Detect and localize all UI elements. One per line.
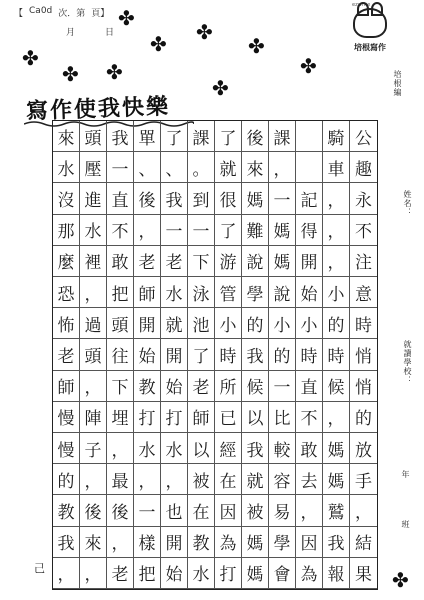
logo-name: 培根寫作: [354, 43, 386, 52]
header-month: 月: [66, 28, 76, 38]
grid-cell: 樣: [134, 527, 161, 558]
grid-cell: 壓: [80, 152, 107, 183]
grid-cell: 在: [215, 464, 242, 495]
grid-cell: 敢: [107, 246, 134, 277]
grid-cell: ，: [80, 277, 107, 308]
grid-cell: 水: [188, 558, 215, 589]
school-label: 就讀學校：: [403, 340, 412, 385]
grid-cell: 往: [107, 339, 134, 370]
grid-cell: 就: [161, 308, 188, 339]
grid-cell: 時: [215, 339, 242, 370]
page-title: 寫作使我快樂: [25, 93, 171, 125]
grid-cell: 媽: [242, 558, 269, 589]
essay-grid: [52, 120, 378, 590]
grid-cell: 以: [242, 402, 269, 433]
grid-cell: 一: [107, 152, 134, 183]
header-prefix: 【: [14, 9, 24, 19]
grid-cell: ，: [53, 558, 80, 589]
grid-cell: 來: [53, 121, 80, 152]
grid-cell: 敢: [296, 433, 323, 464]
grid-cell: 時: [296, 339, 323, 370]
grid-cell: 小: [323, 277, 350, 308]
class-label: 班: [401, 520, 410, 529]
grid-cell: 怖: [53, 308, 80, 339]
grid-cell: 游: [215, 246, 242, 277]
grid-cell: 經: [215, 433, 242, 464]
grid-cell: 開: [296, 246, 323, 277]
grid-cell: 頭: [107, 308, 134, 339]
grid-cell: 最: [107, 464, 134, 495]
grid-cell: 師: [53, 371, 80, 402]
grid-cell: 記: [296, 183, 323, 214]
grid-cell: 打: [161, 402, 188, 433]
grid-cell: 為: [296, 558, 323, 589]
flower-icon: ✤: [196, 20, 213, 44]
grid-cell: 了: [215, 215, 242, 246]
grid-cell: 恐: [53, 277, 80, 308]
grid-cell: 永: [350, 183, 377, 214]
grid-cell: 媽: [269, 215, 296, 246]
grid-cell: 老: [188, 371, 215, 402]
grid-cell: ，: [323, 215, 350, 246]
grid-cell: 被: [242, 495, 269, 526]
grid-cell: 泳: [188, 277, 215, 308]
grid-cell: 一: [269, 371, 296, 402]
grid-cell: 老: [161, 246, 188, 277]
worksheet-header: [14, 6, 114, 38]
grid-cell: ，: [80, 371, 107, 402]
grid-cell: 我: [53, 527, 80, 558]
grid-cell: 難: [242, 215, 269, 246]
grid-cell: 也: [161, 495, 188, 526]
grid-cell: 媽: [242, 183, 269, 214]
grid-cell: [296, 121, 323, 152]
grid-cell: 始: [134, 339, 161, 370]
header-code: Ca0d: [29, 6, 53, 16]
grid-cell: ，: [107, 527, 134, 558]
grid-cell: 麼: [53, 246, 80, 277]
flower-icon: ✤: [212, 76, 229, 100]
grid-cell: 學: [269, 527, 296, 558]
grid-cell: 小: [215, 308, 242, 339]
grid-cell: 裡: [80, 246, 107, 277]
grid-cell: 不: [350, 215, 377, 246]
grid-cell: 慢: [53, 433, 80, 464]
grid-cell: 師: [134, 277, 161, 308]
grid-cell: 過: [80, 308, 107, 339]
logo-small-text: ezwrite: [352, 2, 371, 8]
grid-cell: 的: [323, 308, 350, 339]
grid-cell: 媽: [242, 527, 269, 558]
grid-cell: ，: [269, 152, 296, 183]
grid-cell: 悄: [350, 339, 377, 370]
grid-cell: 很: [215, 183, 242, 214]
margin-note: 己: [34, 562, 45, 575]
grid-cell: 的: [350, 402, 377, 433]
flower-icon: ✤: [300, 54, 317, 78]
grid-cell: ，: [134, 215, 161, 246]
grid-cell: 陣: [80, 402, 107, 433]
grid-cell: 比: [269, 402, 296, 433]
grid-cell: 水: [161, 433, 188, 464]
grid-cell: 慢: [53, 402, 80, 433]
grid-cell: 騎: [323, 121, 350, 152]
grid-cell: 一: [161, 215, 188, 246]
flower-icon: ✤: [106, 60, 123, 84]
grid-cell: 後: [134, 183, 161, 214]
grid-cell: 就: [215, 152, 242, 183]
grid-cell: 公: [350, 121, 377, 152]
grid-cell: ，: [323, 183, 350, 214]
grid-cell: 水: [134, 433, 161, 464]
grid-cell: 教: [188, 527, 215, 558]
header-day: 日: [105, 28, 115, 38]
grid-cell: ，: [134, 464, 161, 495]
grid-cell: 的: [269, 339, 296, 370]
grid-cell: 我: [242, 433, 269, 464]
grid-cell: 媽: [323, 433, 350, 464]
grid-cell: 因: [215, 495, 242, 526]
grid-cell: 媽: [323, 464, 350, 495]
grid-cell: 結: [350, 527, 377, 558]
grid-cell: ，: [80, 464, 107, 495]
grid-cell: 單: [134, 121, 161, 152]
grid-cell: 較: [269, 433, 296, 464]
header-page: 頁】: [91, 9, 110, 19]
grid-cell: 果: [350, 558, 377, 589]
grid-cell: 我: [242, 339, 269, 370]
grid-cell: 沒: [53, 183, 80, 214]
grid-cell: ，: [323, 402, 350, 433]
grid-cell: 子: [80, 433, 107, 464]
grid-cell: 的: [242, 308, 269, 339]
grid-cell: 車: [323, 152, 350, 183]
grid-cell: 開: [161, 527, 188, 558]
grid-cell: 始: [296, 277, 323, 308]
grid-cell: 教: [53, 495, 80, 526]
grid-cell: 水: [53, 152, 80, 183]
grid-cell: 老: [134, 246, 161, 277]
grid-cell: [296, 152, 323, 183]
grid-cell: 到: [188, 183, 215, 214]
grid-cell: 放: [350, 433, 377, 464]
grid-cell: 小: [269, 308, 296, 339]
grid-cell: 報: [323, 558, 350, 589]
grid-cell: 教: [134, 371, 161, 402]
grid-cell: 來: [80, 527, 107, 558]
grid-cell: 把: [134, 558, 161, 589]
grid-cell: 一: [188, 215, 215, 246]
publisher-label: 培根編: [393, 70, 402, 97]
grid-cell: 始: [161, 558, 188, 589]
grid-cell: 注: [350, 246, 377, 277]
grid-cell: 打: [134, 402, 161, 433]
flower-icon: ✤: [118, 6, 135, 30]
grid-cell: 一: [269, 183, 296, 214]
grid-cell: 了: [215, 121, 242, 152]
grid-cell: ，: [296, 495, 323, 526]
grid-cell: 易: [269, 495, 296, 526]
grid-cell: ，: [80, 558, 107, 589]
grid-cell: 課: [269, 121, 296, 152]
flower-icon: ✤: [22, 46, 39, 70]
grid-cell: 頭: [80, 121, 107, 152]
grid-cell: 會: [269, 558, 296, 589]
grid-cell: 被: [188, 464, 215, 495]
grid-cell: 了: [161, 121, 188, 152]
grid-cell: 頭: [80, 339, 107, 370]
grid-cell: 以: [188, 433, 215, 464]
grid-cell: 為: [215, 527, 242, 558]
grid-cell: ，: [107, 433, 134, 464]
grid-cell: ，: [161, 464, 188, 495]
grid-cell: 一: [134, 495, 161, 526]
grid-cell: 我: [161, 183, 188, 214]
grid-cell: 手: [350, 464, 377, 495]
grid-cell: 、: [161, 152, 188, 183]
grid-cell: 得: [296, 215, 323, 246]
grid-cell: 後: [242, 121, 269, 152]
grid-cell: 師: [188, 402, 215, 433]
flower-icon: ✤: [392, 568, 409, 592]
grid-cell: 水: [161, 277, 188, 308]
name-label: 姓名：: [403, 190, 412, 217]
grid-cell: 了: [188, 339, 215, 370]
grid-cell: 意: [350, 277, 377, 308]
grid-cell: 悄: [350, 371, 377, 402]
grid-cell: 候: [242, 371, 269, 402]
grid-cell: 趣: [350, 152, 377, 183]
grid-cell: 小: [296, 308, 323, 339]
grid-cell: 打: [215, 558, 242, 589]
grid-cell: 不: [296, 402, 323, 433]
grid-cell: 直: [296, 371, 323, 402]
grid-cell: ，: [350, 495, 377, 526]
grid-cell: 開: [161, 339, 188, 370]
grid-cell: 管: [215, 277, 242, 308]
grid-cell: 去: [296, 464, 323, 495]
grid-cell: 時: [323, 339, 350, 370]
grid-cell: 水: [80, 215, 107, 246]
grid-cell: 在: [188, 495, 215, 526]
grid-cell: ，: [323, 246, 350, 277]
grid-cell: 學: [242, 277, 269, 308]
grid-cell: 就: [242, 464, 269, 495]
grid-cell: 。: [188, 152, 215, 183]
grid-cell: 鷲: [323, 495, 350, 526]
grid-cell: 埋: [107, 402, 134, 433]
grid-cell: 候: [323, 371, 350, 402]
grid-cell: 容: [269, 464, 296, 495]
brand-logo: [338, 8, 402, 66]
grid-cell: 說: [269, 277, 296, 308]
grid-cell: 媽: [269, 246, 296, 277]
grid-cell: 下: [188, 246, 215, 277]
grid-cell: 池: [188, 308, 215, 339]
flower-icon: ✤: [150, 32, 167, 56]
grid-cell: 把: [107, 277, 134, 308]
grid-cell: 進: [80, 183, 107, 214]
grid-cell: 所: [215, 371, 242, 402]
grid-cell: 下: [107, 371, 134, 402]
grid-cell: 始: [161, 371, 188, 402]
grid-cell: 說: [242, 246, 269, 277]
grid-cell: 我: [323, 527, 350, 558]
logo-icon: [353, 8, 387, 38]
grid-cell: 時: [350, 308, 377, 339]
grid-cell: 老: [53, 339, 80, 370]
year-label: 年: [401, 470, 410, 479]
grid-cell: 老: [107, 558, 134, 589]
grid-cell: 開: [134, 308, 161, 339]
grid-cell: 那: [53, 215, 80, 246]
grid-cell: 不: [107, 215, 134, 246]
grid-cell: 因: [296, 527, 323, 558]
flower-icon: ✤: [62, 62, 79, 86]
grid-cell: 後: [80, 495, 107, 526]
grid-cell: 直: [107, 183, 134, 214]
header-times: 次．第: [58, 9, 86, 19]
grid-cell: 的: [53, 464, 80, 495]
grid-cell: 、: [134, 152, 161, 183]
grid-cell: 已: [215, 402, 242, 433]
flower-icon: ✤: [248, 34, 265, 58]
grid-cell: 課: [188, 121, 215, 152]
grid-cell: 來: [242, 152, 269, 183]
grid-cell: 我: [107, 121, 134, 152]
grid-cell: 後: [107, 495, 134, 526]
